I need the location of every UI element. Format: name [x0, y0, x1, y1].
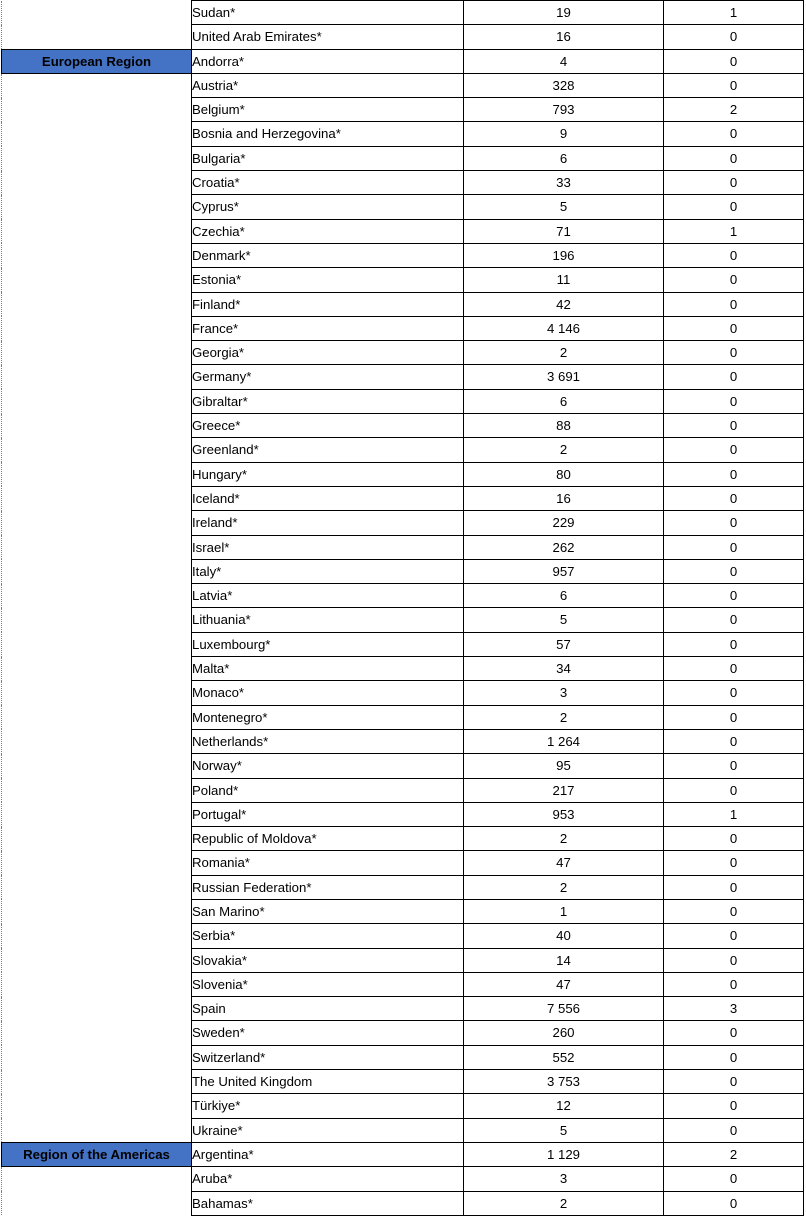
- region-spacer: [2, 25, 192, 49]
- deaths-value: 0: [664, 972, 804, 996]
- table-row: [2, 25, 804, 49]
- region-spacer: [2, 365, 192, 389]
- deaths-value: 0: [664, 25, 804, 49]
- region-spacer: [2, 632, 192, 656]
- table-row: [2, 584, 804, 608]
- country-name: Latvia*: [192, 584, 464, 608]
- region-spacer: [2, 268, 192, 292]
- country-name: Argentina*: [192, 1142, 464, 1166]
- deaths-value: 0: [664, 1167, 804, 1191]
- deaths-value: 0: [664, 729, 804, 753]
- region-spacer: [2, 705, 192, 729]
- cases-value: 95: [464, 754, 664, 778]
- cases-value: 3: [464, 1167, 664, 1191]
- deaths-value: 0: [664, 778, 804, 802]
- table-row: [2, 754, 804, 778]
- region-spacer: [2, 1021, 192, 1045]
- country-name: Belgium*: [192, 98, 464, 122]
- cases-value: 47: [464, 851, 664, 875]
- country-name: Cyprus*: [192, 195, 464, 219]
- region-spacer: [2, 584, 192, 608]
- deaths-value: 0: [664, 559, 804, 583]
- region-spacer: [2, 1094, 192, 1118]
- region-label: Region of the Americas: [2, 1142, 192, 1166]
- deaths-value: 3: [664, 997, 804, 1021]
- country-name: Finland*: [192, 292, 464, 316]
- country-name: Andorra*: [192, 49, 464, 73]
- table-row: [2, 219, 804, 243]
- country-name: Sudan*: [192, 1, 464, 25]
- region-spacer: [2, 899, 192, 923]
- deaths-value: 0: [664, 1118, 804, 1142]
- cases-value: 19: [464, 1, 664, 25]
- country-name: The United Kingdom: [192, 1070, 464, 1094]
- deaths-value: 0: [664, 657, 804, 681]
- deaths-value: 0: [664, 584, 804, 608]
- country-name: Greenland*: [192, 438, 464, 462]
- region-spacer: [2, 948, 192, 972]
- cases-value: 1: [464, 899, 664, 923]
- region-spacer: [2, 292, 192, 316]
- region-spacer: [2, 171, 192, 195]
- country-name: Bahamas*: [192, 1191, 464, 1215]
- country-name: Georgia*: [192, 341, 464, 365]
- country-name: Norway*: [192, 754, 464, 778]
- country-name: Netherlands*: [192, 729, 464, 753]
- country-name: Spain: [192, 997, 464, 1021]
- region-spacer: [2, 608, 192, 632]
- region-spacer: [2, 146, 192, 170]
- table-row: [2, 1094, 804, 1118]
- table-row: [2, 1142, 804, 1166]
- table-row: [2, 462, 804, 486]
- country-name: Ukraine*: [192, 1118, 464, 1142]
- deaths-value: 0: [664, 511, 804, 535]
- table-row: [2, 948, 804, 972]
- region-spacer: [2, 73, 192, 97]
- region-spacer: [2, 1045, 192, 1069]
- region-spacer: [2, 924, 192, 948]
- table-row: [2, 171, 804, 195]
- deaths-value: 0: [664, 341, 804, 365]
- cases-value: 2: [464, 341, 664, 365]
- table-row: [2, 1118, 804, 1142]
- cases-value: 6: [464, 389, 664, 413]
- region-spacer: [2, 1118, 192, 1142]
- region-spacer: [2, 657, 192, 681]
- country-name: Italy*: [192, 559, 464, 583]
- country-name: Gibraltar*: [192, 389, 464, 413]
- country-name: Ireland*: [192, 511, 464, 535]
- country-name: Slovakia*: [192, 948, 464, 972]
- table-row: [2, 608, 804, 632]
- region-spacer: [2, 802, 192, 826]
- country-name: France*: [192, 316, 464, 340]
- country-name: Israel*: [192, 535, 464, 559]
- table-row: [2, 292, 804, 316]
- cases-value: 12: [464, 1094, 664, 1118]
- deaths-value: 0: [664, 365, 804, 389]
- table-row: [2, 146, 804, 170]
- cases-value: 2: [464, 705, 664, 729]
- table-row: [2, 49, 804, 73]
- cases-value: 217: [464, 778, 664, 802]
- region-spacer: [2, 219, 192, 243]
- table-row: [2, 414, 804, 438]
- table-row: [2, 559, 804, 583]
- table-row: [2, 1021, 804, 1045]
- country-name: Bosnia and Herzegovina*: [192, 122, 464, 146]
- table-row: [2, 1167, 804, 1191]
- deaths-value: 0: [664, 122, 804, 146]
- table-row: [2, 997, 804, 1021]
- table-row: [2, 1, 804, 25]
- country-name: Republic of Moldova*: [192, 827, 464, 851]
- deaths-value: 0: [664, 438, 804, 462]
- region-spacer: [2, 122, 192, 146]
- table-row: [2, 243, 804, 267]
- region-spacer: [2, 389, 192, 413]
- region-spacer: [2, 827, 192, 851]
- cases-value: 9: [464, 122, 664, 146]
- cases-value: 40: [464, 924, 664, 948]
- cases-value: 88: [464, 414, 664, 438]
- deaths-value: 0: [664, 243, 804, 267]
- table-row: [2, 122, 804, 146]
- region-spacer: [2, 316, 192, 340]
- deaths-value: 0: [664, 268, 804, 292]
- deaths-value: 0: [664, 195, 804, 219]
- table-body: [2, 1, 804, 1216]
- region-spacer: [2, 535, 192, 559]
- region-spacer: [2, 486, 192, 510]
- cases-value: 80: [464, 462, 664, 486]
- table-row: [2, 657, 804, 681]
- deaths-value: 0: [664, 486, 804, 510]
- cases-value: 196: [464, 243, 664, 267]
- table-row: [2, 1191, 804, 1215]
- cases-value: 4: [464, 49, 664, 73]
- deaths-value: 0: [664, 875, 804, 899]
- country-name: Switzerland*: [192, 1045, 464, 1069]
- table-row: [2, 268, 804, 292]
- country-name: Denmark*: [192, 243, 464, 267]
- table-row: [2, 438, 804, 462]
- deaths-value: 0: [664, 851, 804, 875]
- region-spacer: [2, 972, 192, 996]
- cases-value: 3 691: [464, 365, 664, 389]
- region-spacer: [2, 1167, 192, 1191]
- table-row: [2, 195, 804, 219]
- cases-value: 5: [464, 608, 664, 632]
- table-row: [2, 899, 804, 923]
- table-row: [2, 875, 804, 899]
- country-name: Hungary*: [192, 462, 464, 486]
- cases-value: 6: [464, 584, 664, 608]
- region-spacer: [2, 438, 192, 462]
- region-spacer: [2, 754, 192, 778]
- table-row: [2, 681, 804, 705]
- table-row: [2, 705, 804, 729]
- region-spacer: [2, 559, 192, 583]
- table-row: [2, 972, 804, 996]
- cases-value: 2: [464, 1191, 664, 1215]
- cases-value: 2: [464, 438, 664, 462]
- country-name: Bulgaria*: [192, 146, 464, 170]
- table-row: [2, 924, 804, 948]
- cases-value: 262: [464, 535, 664, 559]
- deaths-value: 0: [664, 681, 804, 705]
- cases-value: 16: [464, 486, 664, 510]
- deaths-value: 0: [664, 146, 804, 170]
- region-spacer: [2, 1191, 192, 1215]
- cases-value: 3: [464, 681, 664, 705]
- region-spacer: [2, 195, 192, 219]
- cases-value: 552: [464, 1045, 664, 1069]
- deaths-value: 0: [664, 73, 804, 97]
- deaths-value: 0: [664, 49, 804, 73]
- cases-value: 57: [464, 632, 664, 656]
- deaths-value: 0: [664, 414, 804, 438]
- deaths-value: 1: [664, 802, 804, 826]
- region-spacer: [2, 414, 192, 438]
- cases-value: 33: [464, 171, 664, 195]
- region-spacer: [2, 851, 192, 875]
- country-name: Russian Federation*: [192, 875, 464, 899]
- table-row: [2, 778, 804, 802]
- cases-value: 11: [464, 268, 664, 292]
- deaths-value: 0: [664, 1191, 804, 1215]
- deaths-value: 0: [664, 608, 804, 632]
- country-name: Serbia*: [192, 924, 464, 948]
- cases-value: 42: [464, 292, 664, 316]
- deaths-value: 0: [664, 827, 804, 851]
- cases-value: 16: [464, 25, 664, 49]
- deaths-value: 0: [664, 316, 804, 340]
- deaths-value: 0: [664, 292, 804, 316]
- table-row: [2, 389, 804, 413]
- table-row: [2, 316, 804, 340]
- cases-value: 793: [464, 98, 664, 122]
- cases-value: 14: [464, 948, 664, 972]
- deaths-value: 0: [664, 705, 804, 729]
- cases-value: 71: [464, 219, 664, 243]
- region-spacer: [2, 778, 192, 802]
- table-row: [2, 1045, 804, 1069]
- country-name: Sweden*: [192, 1021, 464, 1045]
- cases-value: 957: [464, 559, 664, 583]
- region-spacer: [2, 341, 192, 365]
- country-name: Austria*: [192, 73, 464, 97]
- country-name: Greece*: [192, 414, 464, 438]
- country-name: Slovenia*: [192, 972, 464, 996]
- table-row: [2, 341, 804, 365]
- deaths-value: 0: [664, 171, 804, 195]
- country-name: Luxembourg*: [192, 632, 464, 656]
- cases-value: 5: [464, 1118, 664, 1142]
- cases-value: 3 753: [464, 1070, 664, 1094]
- region-spacer: [2, 875, 192, 899]
- deaths-value: 0: [664, 462, 804, 486]
- deaths-value: 0: [664, 1045, 804, 1069]
- country-name: Lithuania*: [192, 608, 464, 632]
- region-label: European Region: [2, 49, 192, 73]
- country-name: Monaco*: [192, 681, 464, 705]
- region-spacer: [2, 997, 192, 1021]
- table-row: [2, 365, 804, 389]
- table-row: [2, 827, 804, 851]
- deaths-value: 0: [664, 1021, 804, 1045]
- table-row: [2, 535, 804, 559]
- region-spacer: [2, 1070, 192, 1094]
- cases-value: 2: [464, 827, 664, 851]
- table-row: [2, 851, 804, 875]
- deaths-value: 0: [664, 754, 804, 778]
- country-name: Poland*: [192, 778, 464, 802]
- country-name: Germany*: [192, 365, 464, 389]
- table-row: [2, 98, 804, 122]
- country-cases-table: [1, 0, 804, 1216]
- deaths-value: 1: [664, 1, 804, 25]
- country-name: Portugal*: [192, 802, 464, 826]
- table-row: [2, 729, 804, 753]
- country-name: Czechia*: [192, 219, 464, 243]
- cases-value: 2: [464, 875, 664, 899]
- country-name: Aruba*: [192, 1167, 464, 1191]
- country-name: United Arab Emirates*: [192, 25, 464, 49]
- table-row: [2, 632, 804, 656]
- country-name: Malta*: [192, 657, 464, 681]
- cases-value: 260: [464, 1021, 664, 1045]
- deaths-value: 2: [664, 98, 804, 122]
- region-spacer: [2, 729, 192, 753]
- cases-value: 34: [464, 657, 664, 681]
- deaths-value: 0: [664, 899, 804, 923]
- region-spacer: [2, 243, 192, 267]
- region-spacer: [2, 511, 192, 535]
- deaths-value: 1: [664, 219, 804, 243]
- table-row: [2, 802, 804, 826]
- country-name: Montenegro*: [192, 705, 464, 729]
- region-spacer: [2, 462, 192, 486]
- country-name: Romania*: [192, 851, 464, 875]
- cases-value: 4 146: [464, 316, 664, 340]
- cases-value: 47: [464, 972, 664, 996]
- deaths-value: 0: [664, 632, 804, 656]
- country-name: San Marino*: [192, 899, 464, 923]
- region-spacer: [2, 1, 192, 25]
- table-row: [2, 486, 804, 510]
- table-row: [2, 511, 804, 535]
- country-name: Estonia*: [192, 268, 464, 292]
- cases-value: 328: [464, 73, 664, 97]
- region-spacer: [2, 98, 192, 122]
- deaths-value: 0: [664, 1070, 804, 1094]
- country-name: Türkiye*: [192, 1094, 464, 1118]
- cases-value: 229: [464, 511, 664, 535]
- table-row: [2, 1070, 804, 1094]
- cases-value: 1 264: [464, 729, 664, 753]
- deaths-value: 2: [664, 1142, 804, 1166]
- cases-value: 6: [464, 146, 664, 170]
- deaths-value: 0: [664, 535, 804, 559]
- cases-value: 5: [464, 195, 664, 219]
- cases-value: 7 556: [464, 997, 664, 1021]
- deaths-value: 0: [664, 924, 804, 948]
- deaths-value: 0: [664, 948, 804, 972]
- deaths-value: 0: [664, 389, 804, 413]
- country-name: Croatia*: [192, 171, 464, 195]
- country-name: Iceland*: [192, 486, 464, 510]
- cases-value: 953: [464, 802, 664, 826]
- deaths-value: 0: [664, 1094, 804, 1118]
- region-spacer: [2, 681, 192, 705]
- cases-value: 1 129: [464, 1142, 664, 1166]
- table-row: [2, 73, 804, 97]
